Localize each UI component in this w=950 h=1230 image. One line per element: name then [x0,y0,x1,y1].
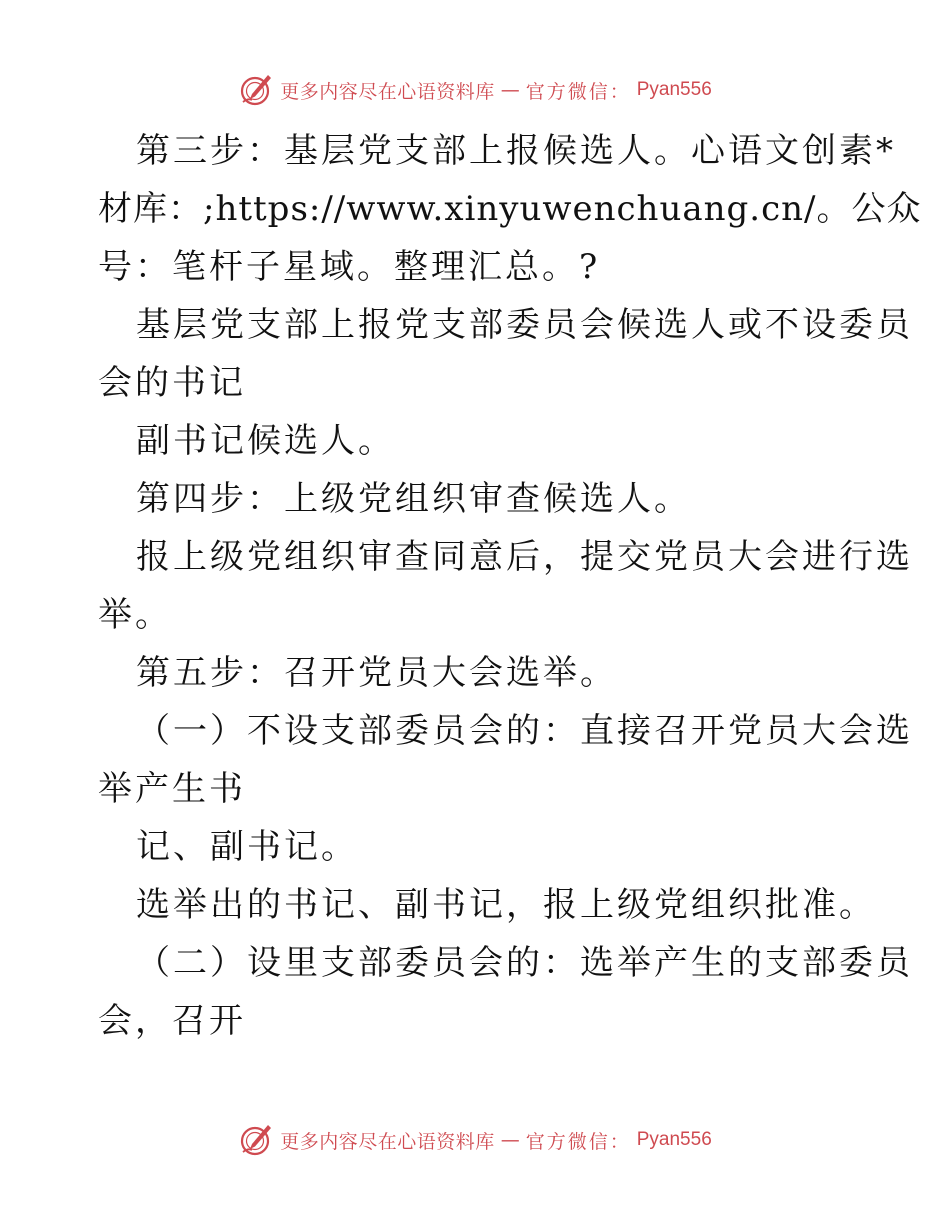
text-line: 记、副书记。 [136,827,358,867]
text-line: 报上级党组织审查同意后，提交党员大会进行选 [136,537,913,577]
footer-watermark [0,1120,950,1160]
pen-logo-icon [238,1122,274,1158]
watermark-separator: — [500,79,520,101]
text-line: 第五步：召开党员大会选举。 [136,653,617,693]
watermark-text: 更多内容尽在心语资料库 [280,80,495,103]
pen-logo-icon [238,72,274,108]
text-line: 材库：;https://www.xinyuwenchuang.cn/。公众 [98,189,922,229]
text-line: 举产生书 [98,769,246,809]
document-body [98,122,922,1050]
text-line: 会，召开 [98,1001,246,1041]
text-line: 副书记候选人。 [136,421,395,461]
text-line: 号：笔杆子星域。整理汇总。? [98,247,601,287]
watermark-wechat-label: 官方微信： [525,1130,631,1153]
watermark-text: 更多内容尽在心语资料库 [280,1130,495,1153]
watermark-separator: — [500,1129,520,1151]
text-line: 选举出的书记、副书记，报上级党组织批准。 [136,885,876,925]
watermark-wechat-id: Pyan556 [636,1129,712,1150]
text-line: 举。 [98,595,172,635]
watermark-wechat-label: 官方微信： [525,80,631,103]
text-line: 会的书记 [98,363,246,403]
text-line: （二）设里支部委员会的：选举产生的支部委员 [136,943,913,983]
text-line: 第三步：基层党支部上报候选人。心语文创素* [136,131,896,171]
text-line: （一）不设支部委员会的：直接召开党员大会选 [136,711,913,751]
watermark-wechat-id: Pyan556 [636,79,712,100]
header-watermark [0,70,950,110]
text-line: 第四步：上级党组织审查候选人。 [136,479,691,519]
text-line: 基层党支部上报党支部委员会候选人或不设委员 [136,305,913,345]
